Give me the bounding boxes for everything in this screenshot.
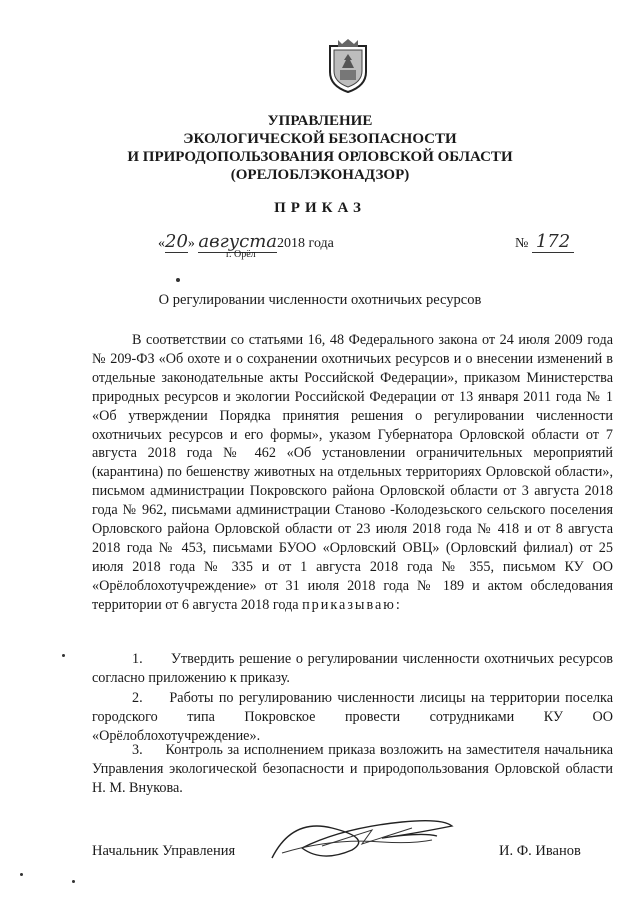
date-year: 2018 года	[277, 236, 334, 251]
order-number	[515, 231, 574, 252]
order-item-1	[92, 650, 613, 688]
scan-speck	[62, 654, 65, 657]
signer-name: И. Ф. Иванов	[499, 843, 581, 859]
date-close-quote: »	[187, 236, 195, 251]
date-month: августа	[198, 231, 278, 252]
agency-name-line-4: (ОРЕЛОБЛЭКОНАДЗОР)	[230, 167, 410, 183]
item-number: 3.	[132, 742, 143, 758]
item-text: Контроль за исполнением приказа возложить на заместителя начальника Управления экологической безопасности и природопользования Орловской области Н. М. Внукова.	[92, 742, 613, 796]
date-open-quote: «	[158, 236, 165, 251]
item-text: Работы по регулированию численности лисицы на территории поселка городского типа Покровское провести сотрудниками КУ ОО «Орёлоблохотучреждение».	[92, 690, 613, 744]
preamble-paragraph	[92, 331, 613, 615]
item-number: 2.	[132, 690, 143, 706]
agency-name-line-2: ЭКОЛОГИЧЕСКОЙ БЕЗОПАСНОСТИ	[183, 131, 457, 147]
order-number-label: №	[515, 236, 529, 251]
item-number: 1.	[132, 651, 143, 667]
item-text: Утвердить решение о регулировании численности охотничьих ресурсов согласно приложению к приказу.	[92, 651, 614, 686]
preamble-text: В соответствии со статьями 16, 48 Федерального закона от 24 июля 2009 года № 209-ФЗ «Об охоте и о сохранении охотничьих ресурсов и о внесении изменений в отдельные законодательные акты Российской Федерации», приказом Министерства природных ресурсов и экологии Российской Федерации от 13 января 2011 года № 1 «Об утверждении Порядка принятия решения о регулировании численности охотничьих ресурсов и его формы», указом Губернатора Орловской области от 7 августа 2018 года № 462 «Об установлении ограничительных мероприятий (карантина) по бешенству животных на отдельных территориях Орловской области», письмом администрации Покровского района Орловской области от 3 августа 2018 года № 962, письмами администрации Станово -Колодезьского сельского поселения Орловского района Орловской области от 23 июля 2018 года № 418 и от 8 августа 2018 года № 453, письмами БУОО «Орловский ОВЦ» (Орловский филиал) от 25 июля 2018 года № 335 и от 1 августа 2018 года № 355, письмом КУ ОО «Орёлоблохотучреждение» от 31 июля 2018 года № 189 и актом обследования территории от 6 августа 2018 года	[92, 332, 613, 613]
order-city: г. Орёл	[226, 249, 256, 260]
scan-speck	[20, 873, 23, 876]
order-subject: О регулировании численности охотничьих ресурсов	[158, 292, 482, 308]
order-word: приказываю:	[302, 596, 402, 613]
scan-speck	[72, 880, 75, 883]
date-day: 20	[165, 231, 188, 252]
handwritten-signature-icon	[262, 808, 462, 868]
order-number-value: 172	[532, 231, 574, 253]
document-type-title: ПРИКАЗ	[274, 200, 366, 216]
agency-name-line-3: И ПРИРОДОПОЛЬЗОВАНИЯ ОРЛОВСКОЙ ОБЛАСТИ	[127, 149, 513, 165]
signer-position: Начальник Управления	[92, 843, 236, 859]
orel-region-coat-of-arms-icon	[326, 38, 370, 94]
agency-name-line-1: УПРАВЛЕНИЕ	[267, 113, 373, 129]
order-item-3	[92, 741, 613, 798]
stray-mark	[176, 278, 180, 282]
order-item-2	[92, 689, 613, 746]
